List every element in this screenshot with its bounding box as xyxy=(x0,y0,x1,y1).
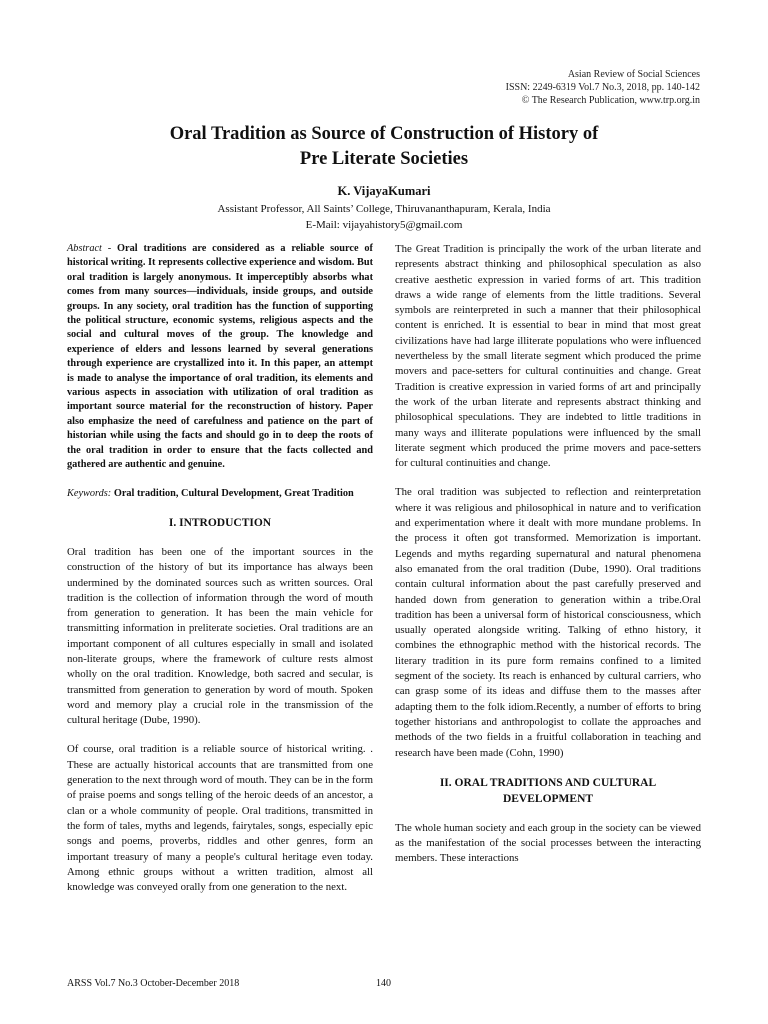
section2-paragraph-1: The whole human society and each group in the society can be viewed as the manifestation of the social processes between the interacting members. These interactions xyxy=(395,821,701,865)
section-heading-oral-traditions xyxy=(395,775,701,807)
intro-paragraph-2: Of course, oral tradition is a reliable source of historical writing. . These are actually historical accounts that are transmitted from one generation to the next through word of mouth. They can be in the form of praise poems and songs telling of the heroic deeds of an ancestor, a clan or a whole community of people. Oral traditions, transmitted in the form of tales, myths and legends, fairytales, songs, especially epic songs and poems, proverbs, riddles and other genres, form an important treasury of many a people's cultural heritage even today. Among ethnic groups without a written tradition, almost all knowledge was conveyed orally from one generation to the next. xyxy=(67,743,373,894)
footer-journal-issue: ARSS Vol.7 No.3 October-December 2018 xyxy=(67,978,240,989)
author-name: K. VijayaKumari xyxy=(337,184,431,198)
keywords-label: Keywords: xyxy=(67,487,112,499)
journal-header xyxy=(506,68,700,107)
journal-issn: ISSN: 2249-6319 Vol.7 No.3, 2018, pp. 140-142 xyxy=(505,82,700,93)
paper-title-line-1: Oral Tradition as Source of Construction of History of xyxy=(169,124,599,144)
author-email: E-Mail: vijayahistory5@gmail.com xyxy=(305,219,463,231)
great-tradition-paragraph: The Great Tradition is principally the work of the urban literate and represents abstract thinking and philosophical speculation as also creative aesthetic expression in varied forms of art. This tradition draws a wide range of elements from the little traditions. Several symbols are reinterpreted in such a manner that their philosophical content is enriched. It is essential to bear in mind that most great civilizations have had large illiterate populations who were influenced nevertheless by the small literate segment which produced the prime movers and pace-setters for cultural continuities and change. Great Tradition is creative expression in varied forms of art and principally the work of the urban literate and represents abstract thinking and philosophical speculations. They are indebted to little traditions in many ways and illiterate populations were influenced by the small literate segment which produced the prime movers and pace-setters for cultural continuities and change. xyxy=(395,243,701,470)
keywords xyxy=(67,487,373,501)
right-column xyxy=(395,242,701,881)
abstract xyxy=(67,242,373,473)
left-column xyxy=(67,242,373,909)
section-heading-line-2: DEVELOPMENT xyxy=(502,792,594,805)
journal-copyright: © The Research Publication, www.trp.org.in xyxy=(521,95,700,106)
section-heading-line-1: II. ORAL TRADITIONS AND CULTURAL xyxy=(439,776,657,789)
intro-paragraph-1: Oral tradition has been one of the important sources in the construction of the history of but its importance has always been undermined by the dominated sources such as written sources. Oral tradition is the collection of information through the word of mouth from generation to generation. It has been the main vehicle for transmitting information in preliterate societies. Oral traditions are an important component of all cultures especially in small and isolated non-literate groups, where the framework of culture rests almost wholly on the oral tradition. Knowledge, both sacred and secular, is transmitted from generation to generation by word of mouth. Spoken word and memory play a crucial role in the transmission of the cultural heritage (Dube, 1990). xyxy=(67,545,373,727)
paper-title xyxy=(0,122,768,172)
abstract-label: Abstract - xyxy=(67,243,112,254)
page-number: 140 xyxy=(376,978,391,989)
keywords-text: Oral tradition, Cultural Development, Great Tradition xyxy=(113,487,354,499)
oral-tradition-paragraph: The oral tradition was subjected to reflection and reinterpretation where it was religious and philosophical in nature and to verification and experimentation where it dealt with more mundane problems. In the process it often got transformed. Memorization is important. Legends and myths regarding supernatural and natural phenomena also emanated from the oral tradition (Dube, 1990). Oral traditions contain cultural information about the past carefully preserved and handed down from generation to generation within a tribe.Oral tradition has been a universal form of historical consciousness, which usually operated alongside writing. Talking of ethno history, it combines the ethnographic method with the historical records. The literary tradition in its pure form remains confined to a limited segment of the society. Its reach is enhanced by cultural carriers, who can grasp some of its ideas and diffuse them to the masses after adapting them to the folk idiom.Recently, a number of efforts to bring together historians and anthropologist to collate the approaches and methods of the two fields in a fruitful collaboration in teaching and research have been made (Cohn, 1990) xyxy=(395,486,701,759)
section-heading-introduction: I. INTRODUCTION xyxy=(168,516,272,529)
abstract-text: Oral traditions are considered as a reliable source of historical writing. It represents collective experience and wisdom. But oral tradition is largely anonymous. It imperceptibly absorbs what comes from many sources—individuals, inside groups, and outside groups. In any society, oral tradition has the function of supporting the political structure, economic systems, religious aspects and the social and cultural moves of the group. The knowledge and experience of elders and lessons learned by several generations through experience are crystallized into it. In this paper, an attempt is made to analyse the importance of oral tradition, its elements and various aspects in association with utilization of oral tradition as important source material for the reconstruction of history. Paper also emphasize the need of carefulness and patience on the part of historian while using the facts and should go in to deep the roots of the oral tradition in order to ensure that the facts collected and gathered are authentic and genuine. xyxy=(67,243,373,471)
journal-name: Asian Review of Social Sciences xyxy=(567,69,700,80)
paper-title-line-2: Pre Literate Societies xyxy=(299,149,469,169)
author-affiliation: Assistant Professor, All Saints’ College, Thiruvananthapuram, Kerala, India xyxy=(217,203,551,215)
